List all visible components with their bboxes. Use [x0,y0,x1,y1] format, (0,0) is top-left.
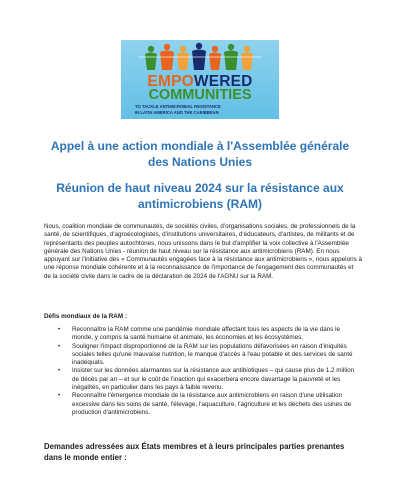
list-item [44,343,362,368]
list-item-text: Reconnaître l'émergence mondiale de la résistance aux antimicrobiens en raison d'une utilisation excessive dans les soins de santé, l'élevage, l'aquaculture, l'agriculture et les déchets des usines de production d'antimicrobiens. [72,392,352,416]
empowered-communities-logo [121,40,279,119]
list-item [44,367,362,392]
defis-list [44,326,362,417]
document-title: Appel à une action mondiale à l'Assemblée générale des Nations Unies [50,139,350,169]
section-heading-demandes: Demandes adressées aux États membres et à leurs principales parties prenantes dans le monde entier : [44,442,345,462]
bullet-icon: • [58,326,61,333]
bullet-icon: • [58,367,61,375]
logo-wordmark-empowered: EMPOWERED [147,73,253,90]
list-item-text: Insister sur les données alarmantes sur la résistance aux antibiotiques – qui cause plus de 1,2 million de décès par an – et sur le coût de l'inaction qui exacerbera encore davantage la pauvreté et les inégalités, en particulier dans les pays à faible revenu. [72,367,355,392]
document-subtitle: Réunion de haut niveau 2024 sur la résistance aux antimicrobiens (RAM) [56,181,344,211]
logo-tagline-line2: IN LATIN AMERICA AND THE CARIBBEAN [135,110,219,115]
bullet-icon: • [58,342,61,350]
section-heading-defis: Défis mondiaux de la RAM : [44,313,127,320]
logo-wordmark-communities: COMMUNITIES [148,87,252,103]
intro-paragraph: Nous, coalition mondiale de communautés, de sociétés civiles, d'organisations sociales, de professionnels de la santé, de scientifiques, d'agroécologistes, d'institutions universitaires, d'éducateurs, d'artistes, de militants et de représentants des peuples autochtones, nous unissons dans le but d'amplifier la voix collective à l'Assemblée générale des Nations Unies - réunion de haut niveau sur la résistance aux antimicrobiens (RAM). En nous appuyant sur l'initiative des « Communautés engagées face à la résistance aux antimicrobiens », nous appelons à une réponse mondiale cohérente et à la reconnaissance de l'importance de l'engagement des communautés et de la société civile dans le cadre de la déclaration de 2024 de l'AGNU sur la RAM. [44,223,362,280]
list-item-text: Souligner l'impact disproportionné de la RAM sur les populations défavorisées en raison d'iniquités sociales telles qu'une mauvaise nutrition, le manque d'accès à l'eau potable et des services de santé inadéquats. [72,342,353,367]
list-item [44,392,362,417]
bullet-icon: • [58,392,61,400]
list-item-text: Reconnaître la RAM comme une pandémie mondiale affectant tous les aspects de la vie dans le monde, y compris la santé humaine et animale, les économies et les écosystèmes. [72,326,341,342]
logo-tagline-line1: TO TACKLE ANTIMICROBIAL RESISTANCE [135,104,221,109]
list-item [44,326,362,343]
